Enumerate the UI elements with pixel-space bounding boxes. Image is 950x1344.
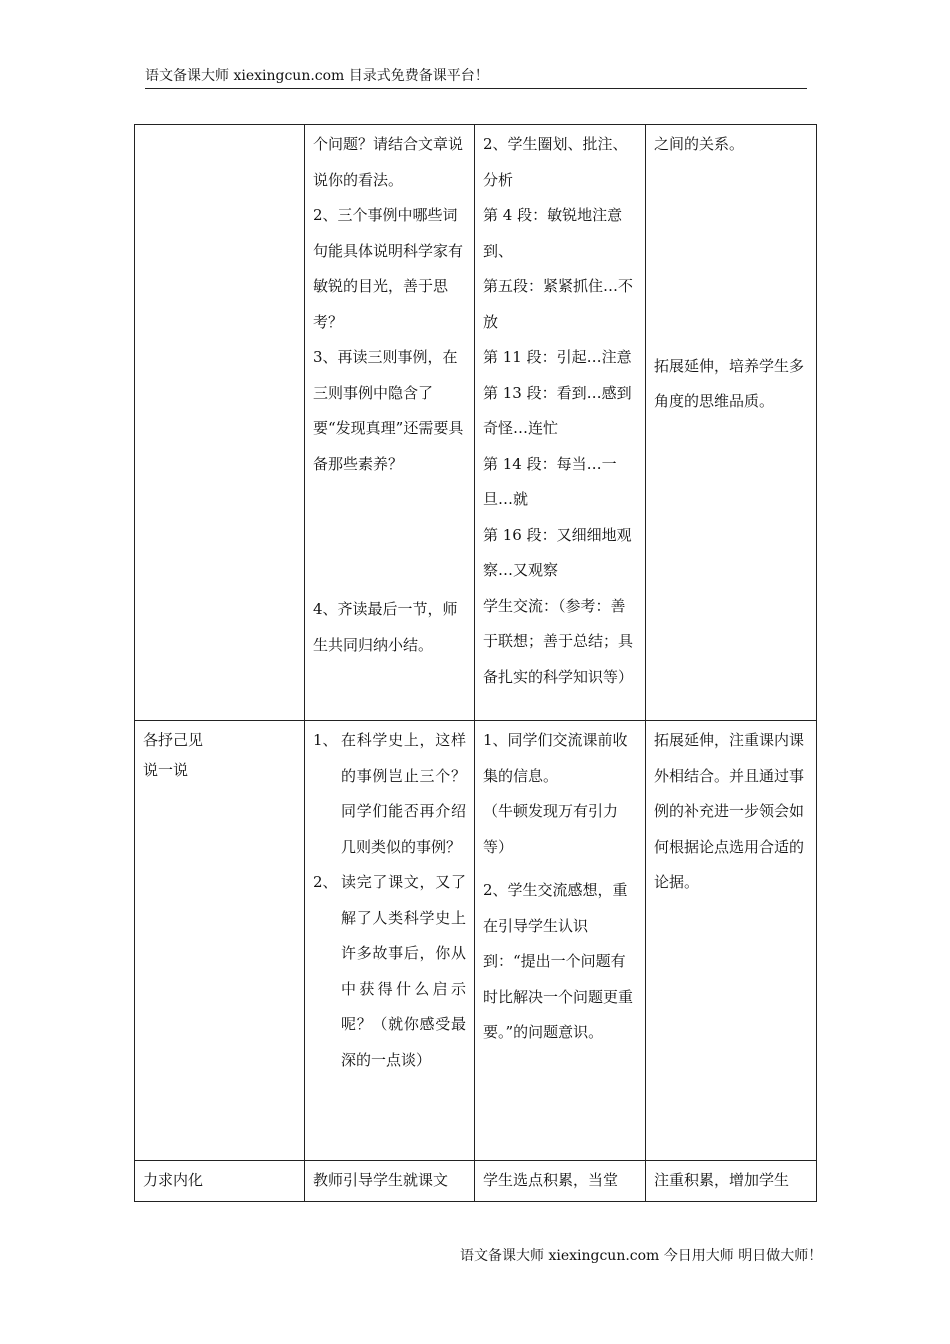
item-number: 2、 [313, 873, 338, 891]
stage-cell [135, 1161, 305, 1202]
student-text: 学生选点积累，当堂 [483, 1171, 619, 1189]
teacher-activity-cell [305, 125, 475, 721]
student-text: 2、学生交流感想，重在引导学生认识到：“提出一个问题有时比解决一个问题更重要。”的问题意识。 [483, 881, 634, 1041]
table-row [135, 721, 817, 1161]
stage-cell [135, 125, 305, 721]
page-footer: 语文备课大师 xiexingcun.com 今日用大师 明日做大师！ [460, 1248, 823, 1264]
student-text: （牛顿发现万有引力等） [483, 802, 619, 856]
teacher-text: 3、再读三则事例，在三则事例中隐含了要“发现真理”还需要具备那些素养？ [313, 348, 464, 473]
design-intent-cell [646, 125, 817, 721]
intent-text: 注重积累，增加学生 [654, 1171, 790, 1189]
teacher-activity-cell [305, 1161, 475, 1202]
student-text: 学生交流：（参考：善于联想；善于总结；具备扎实的科学知识等） [483, 596, 634, 686]
table-row [135, 125, 817, 721]
numbered-item [313, 865, 466, 1078]
student-activity-cell [475, 721, 646, 1161]
stage-label: 说一说 [143, 760, 189, 779]
teacher-text: 教师引导学生就课文 [313, 1171, 449, 1189]
item-text: 在科学史上，这样的事例岂止三个？同学们能否再介绍几则类似的事例？ [341, 731, 466, 856]
student-activity-cell [475, 1161, 646, 1202]
item-number: 1、 [313, 731, 338, 749]
student-text: 第 11 段：引起…注意 [483, 348, 632, 366]
intent-text: 拓展延伸，培养学生多角度的思维品质。 [654, 356, 805, 410]
page-header: 语文备课大师 xiexingcun.com 目录式免费备课平台！ [145, 66, 807, 89]
intent-text: 之间的关系。 [654, 135, 745, 153]
table-row [135, 1161, 817, 1202]
lesson-plan-table [134, 124, 817, 1202]
intent-text: 拓展延伸，注重课内课外相结合。并且通过事例的补充进一步领会如何根据论点选用合适的论据。 [654, 731, 805, 891]
teacher-text: 个问题？请结合文章说说你的看法。 [313, 135, 464, 189]
stage-label: 各抒己见 [143, 731, 204, 749]
student-text: 2、学生圈划、批注、分析 [483, 135, 628, 189]
teacher-text: 2、三个事例中哪些词句能具体说明科学家有敏锐的目光，善于思考？ [313, 206, 464, 331]
stage-cell [135, 721, 305, 1161]
item-text: 读完了课文，又了解了人类科学史上许多故事后，你从中获得什么启示呢？（就你感受最深的一点谈） [341, 873, 466, 1069]
student-text: 第 13 段：看到…感到奇怪…连忙 [483, 383, 632, 437]
student-activity-cell [475, 125, 646, 721]
student-text: 第 16 段：又细细地观察…又观察 [483, 525, 632, 579]
design-intent-cell [646, 1161, 817, 1202]
numbered-item [313, 723, 466, 865]
teacher-text: 4、齐读最后一节，师生共同归纳小结。 [313, 600, 458, 654]
student-text: 第五段：紧紧抓住…不放 [483, 277, 634, 331]
student-text: 第 14 段：每当…一旦…就 [483, 454, 617, 508]
stage-label: 力求内化 [143, 1171, 204, 1189]
student-text: 1、同学们交流课前收集的信息。 [483, 731, 628, 785]
teacher-activity-cell [305, 721, 475, 1161]
design-intent-cell [646, 721, 817, 1161]
student-text: 第 4 段：敏锐地注意到、 [483, 206, 623, 260]
